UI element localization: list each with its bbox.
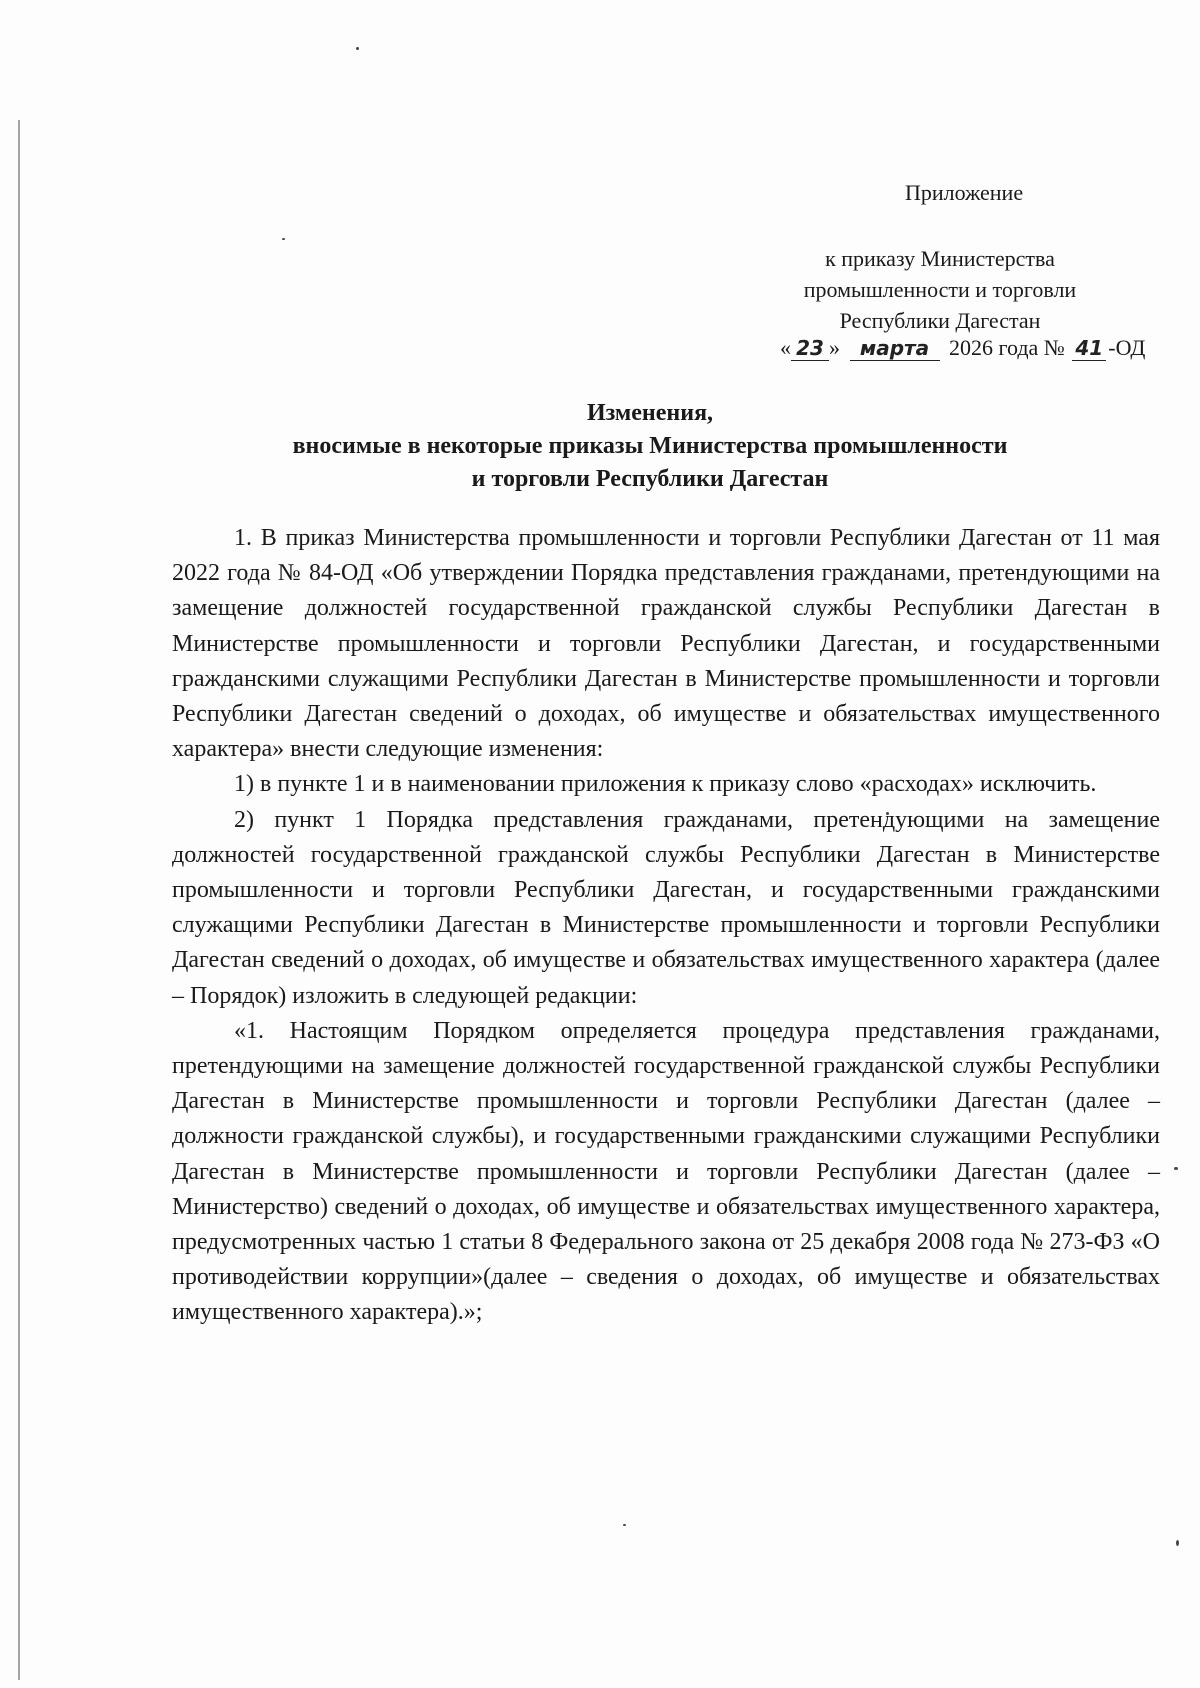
date-close-quote: » (829, 335, 840, 360)
scan-edge-line (18, 120, 20, 1680)
date-open-quote: « (780, 335, 791, 360)
handwritten-order-number: 41 (1072, 336, 1106, 361)
date-year-text: 2026 года № (949, 335, 1065, 360)
scan-speck (1174, 1167, 1178, 1170)
handwritten-month: марта (850, 336, 940, 361)
title-line-2: вносимые в некоторые приказы Министерства промышленности (292, 433, 1008, 459)
appendix-reference (760, 243, 1120, 336)
document-title (170, 397, 1130, 496)
body-paragraph: 1) в пункте 1 и в наименовании приложения к приказу слово «расходах» исключить. (234, 771, 1097, 798)
scan-speck (623, 1524, 626, 1526)
scan-speck (282, 238, 285, 240)
body-paragraph: «1. Настоящим Порядком определяется процедура представления гражданами, претендующими на замещение должностей государственной гражданской службы Республики Дагестан в Министерстве промышленности и торговли Республики Дагестан (далее – должности гражданской службы), и государственными гражданскими служащими Республики Дагестан в Министерстве промышленности и торговли Республики Дагестан (далее – Министерство) сведений о доходах, об имуществе и обязательствах имущественного характера, предусмотренных частью 1 статьи 8 Федерального закона от 25 декабря 2008 года № 273-ФЗ «О противодействии коррупции»(далее – сведения о доходах, об имуществе и обязательствах имущественного характера).»; (172, 1017, 1160, 1326)
body-paragraph: 1. В приказ Министерства промышленности и торговли Республики Дагестан от 11 мая 2022 года № 84-ОД «Об утверждении Порядка представления гражданами, претендующими на замещение должностей государственной гражданской службы Республики Дагестан в Министерстве промышленности и торговли Республики Дагестан, и государственными гражданскими служащими Республики Дагестан в Министерстве промышленности и торговли Республики Дагестан сведений о доходах, об имуществе и обязательствах имущественного характера» внести следующие изменения: (172, 525, 1160, 763)
scan-speck (1176, 1540, 1179, 1546)
appendix-to-order: к приказу Министерства (825, 246, 1055, 271)
order-suffix: -ОД (1108, 335, 1146, 360)
body-paragraph: 2) пункт 1 Порядка представления гражданами, претендующими на замещение должностей государственной гражданской службы Республики Дагестан в Министерстве промышленности и торговли Республики Дагестан, и государственными гражданскими служащими Республики Дагестан в Министерстве промышленности и торговли Республики Дагестан сведений о доходах, об имуществе и обязательствах имущественного характера (далее – Порядок) изложить в следующей редакции: (172, 806, 1160, 1009)
appendix-label: Приложение (905, 180, 1024, 205)
document-body (172, 521, 1160, 1331)
handwritten-day: 23 (791, 336, 829, 361)
title-line-3: и торговли Республики Дагестан (471, 466, 829, 492)
appendix-ministry: промышленности и торговли (803, 277, 1077, 302)
order-date-line (780, 335, 1145, 361)
appendix-republic: Республики Дагестан (839, 308, 1041, 333)
title-line-1: Изменения, (586, 400, 714, 426)
scan-speck (356, 47, 359, 50)
